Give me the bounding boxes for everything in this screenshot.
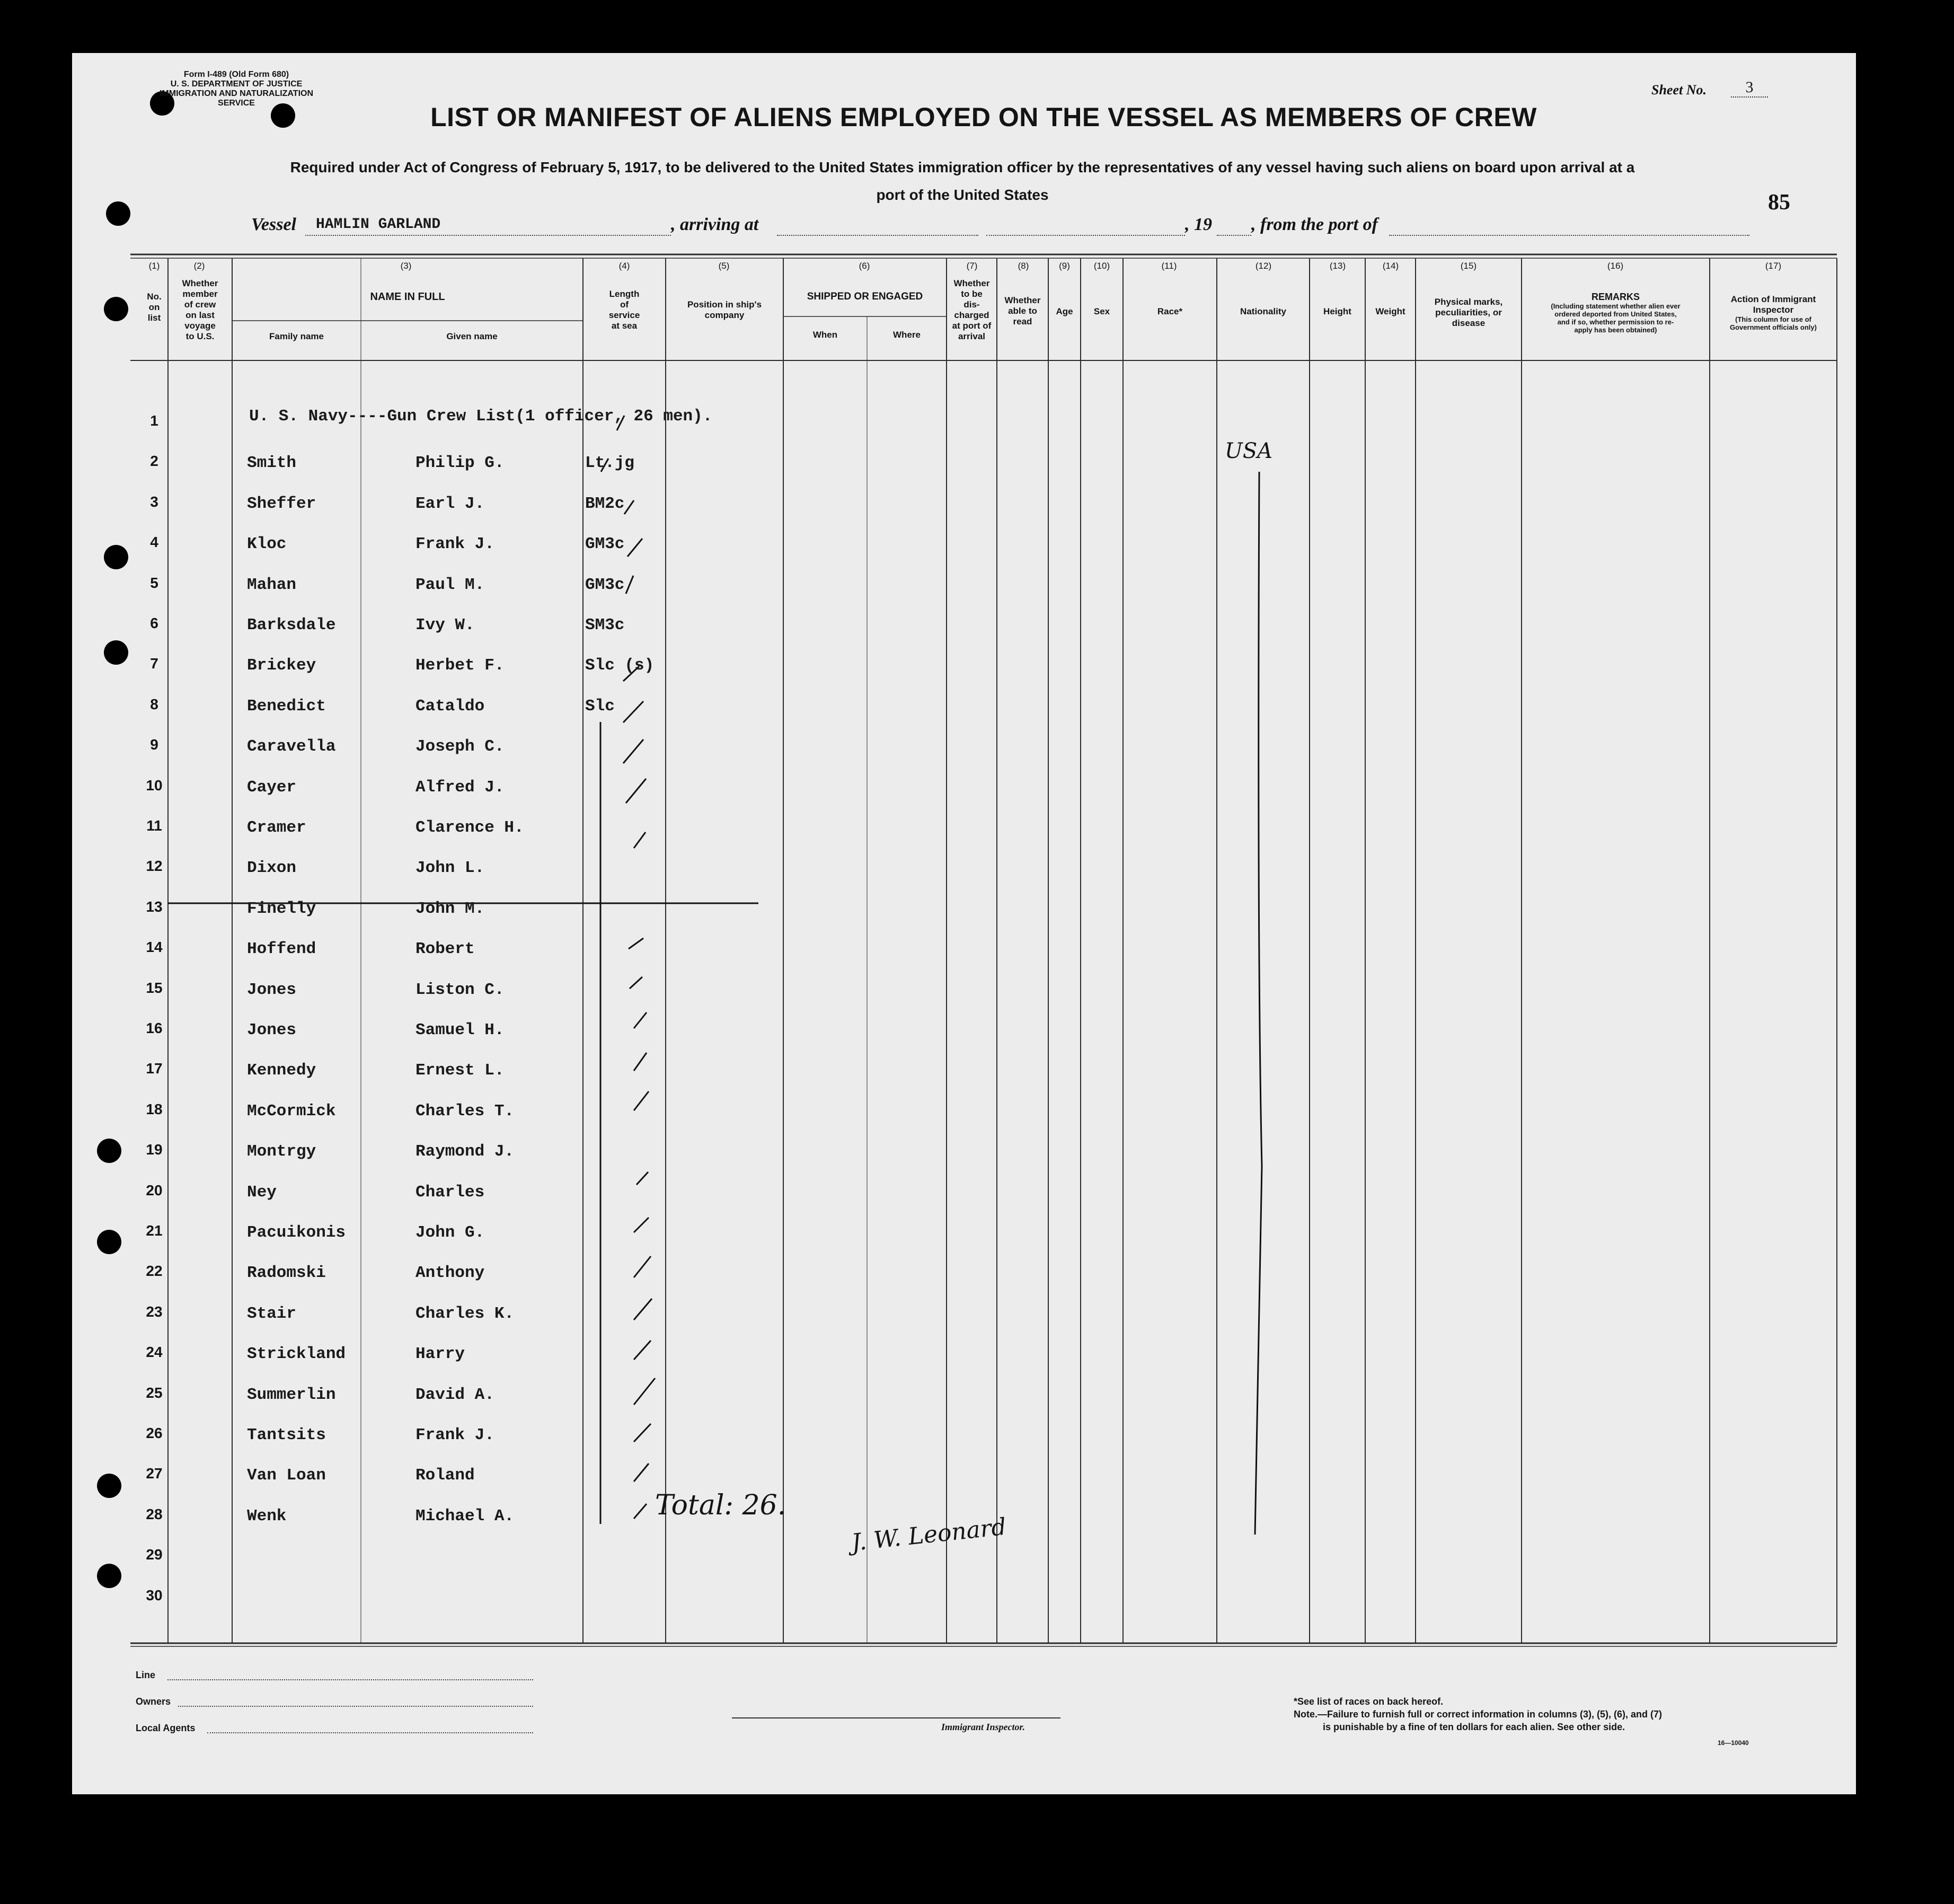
inspector-signature: J. W. Leonard <box>850 1513 1008 1557</box>
given-name: Cataldo <box>415 697 485 716</box>
given-name: Charles <box>415 1183 485 1202</box>
given-name: Anthony <box>415 1264 485 1283</box>
column-number: (6) <box>859 261 870 271</box>
given-name: Ivy W. <box>415 616 475 634</box>
family-name: Van Loan <box>247 1466 326 1485</box>
header-col-7: Whether to be dis- charged at port of arrival <box>952 278 992 341</box>
family-name: Hoffend <box>247 940 316 959</box>
family-name: Pacuikonis <box>247 1223 346 1242</box>
row-number: 14 <box>146 939 163 956</box>
header-given-name: Given name <box>446 331 498 341</box>
local-agents-fill <box>207 1732 533 1733</box>
penalty-note: Note.—Failure to furnish full or correct information in columns (3), (5), (6), and (7) <box>1294 1709 1663 1720</box>
header-col-4: Length of service at sea <box>608 289 640 331</box>
subtitle-line: Required under Act of Congress of February 5, 1917, to be delivered to the United States immigration officer by the representatives of any vessel having such aliens on board upon arrival at a <box>290 159 1635 175</box>
given-name: Alfred J. <box>415 778 505 797</box>
rank-or-service: SM3c <box>585 616 625 634</box>
family-name: Sheffer <box>247 494 316 513</box>
rank-or-service: GM3c <box>585 535 625 554</box>
family-name: Cramer <box>247 818 306 837</box>
inspector-label: Immigrant Inspector. <box>941 1722 1025 1732</box>
header-weight: Weight <box>1375 306 1405 316</box>
nationality-handwriting: USA <box>1225 439 1272 463</box>
header-when: When <box>812 330 838 340</box>
form-id-line: Form I-489 (Old Form 680) <box>183 70 289 79</box>
column-number: (4) <box>618 261 630 271</box>
given-name: Herbet F. <box>415 656 505 675</box>
owners-label: Owners <box>136 1696 171 1707</box>
header-col-8: Whether able to read <box>1004 295 1041 327</box>
column-number: (13) <box>1329 261 1346 271</box>
family-name: Cayer <box>247 778 297 797</box>
family-name: Ney <box>247 1183 277 1202</box>
row-number: 30 <box>146 1586 163 1603</box>
given-name: Roland <box>415 1466 475 1485</box>
print-code: 16—10040 <box>1718 1739 1749 1747</box>
family-name: Smith <box>247 454 297 473</box>
line-fill <box>167 1679 533 1680</box>
given-name: Clarence H. <box>415 818 524 837</box>
header-where: Where <box>893 330 921 340</box>
family-name: Jones <box>247 1021 297 1039</box>
family-name: McCormick <box>247 1101 336 1121</box>
row-number: 1 <box>150 412 158 429</box>
family-name: Caravella <box>247 737 336 756</box>
rank-or-service: Slc (s) <box>585 656 655 675</box>
row-number: 27 <box>146 1465 163 1482</box>
given-name: Philip G. <box>415 454 505 473</box>
inspector-signature-line <box>732 1717 1060 1718</box>
column-number: (15) <box>1460 261 1477 271</box>
column-number: (17) <box>1765 261 1782 271</box>
row-number: 2 <box>150 453 158 470</box>
family-name: Finelly <box>247 899 316 918</box>
given-name: Charles T. <box>415 1101 515 1121</box>
row-number: 16 <box>146 1020 163 1036</box>
row-number: 17 <box>146 1060 163 1077</box>
row-number: 8 <box>150 695 158 712</box>
family-name: Benedict <box>247 697 326 716</box>
row-number: 12 <box>146 858 163 875</box>
row-number: 24 <box>146 1344 163 1361</box>
row-number: 10 <box>146 777 163 794</box>
column-number: (7) <box>966 261 978 271</box>
manifest-sheet <box>72 53 1856 1794</box>
column-number: (8) <box>1018 261 1029 271</box>
rank-or-service: Lt.jg <box>585 454 635 473</box>
row-number: 26 <box>146 1425 163 1441</box>
column-number: (16) <box>1607 261 1624 271</box>
column-number: (2) <box>193 261 205 271</box>
given-name: Harry <box>415 1345 465 1364</box>
row-number: 6 <box>150 615 158 631</box>
row-number: 3 <box>150 493 158 510</box>
family-name: Summerlin <box>247 1385 336 1404</box>
page-title: LIST OR MANIFEST OF ALIENS EMPLOYED ON THE VESSEL AS MEMBERS OF CREW <box>430 102 1537 132</box>
row-number: 20 <box>146 1182 163 1198</box>
row-number: 11 <box>146 817 162 834</box>
column-number: (5) <box>718 261 730 271</box>
vessel-name: HAMLIN GARLAND <box>316 216 441 233</box>
subtitle-line: port of the United States <box>876 187 1049 203</box>
header-race: Race* <box>1157 306 1183 316</box>
row-number: 13 <box>146 898 163 915</box>
given-name: John L. <box>415 859 485 878</box>
given-name: Charles K. <box>415 1304 515 1323</box>
given-name: John M. <box>415 899 485 918</box>
sheet-number-value: 3 <box>1731 78 1768 98</box>
column-number: (1) <box>148 261 160 271</box>
header-sex: Sex <box>1093 306 1110 316</box>
row-number: 23 <box>146 1303 163 1320</box>
header-nationality: Nationality <box>1240 306 1286 316</box>
row-number: 7 <box>150 655 158 672</box>
form-id-line: U. S. DEPARTMENT OF JUSTICE <box>170 80 303 89</box>
row-number: 22 <box>146 1263 163 1280</box>
given-name: Liston C. <box>415 980 505 999</box>
row-number: 4 <box>150 534 158 551</box>
penalty-note-continued: is punishable by a fine of ten dollars for each alien. See other side. <box>1323 1722 1625 1732</box>
column-number: (10) <box>1093 261 1110 271</box>
row-number: 25 <box>146 1384 163 1401</box>
row-number: 29 <box>146 1546 163 1563</box>
given-name: Paul M. <box>415 575 485 594</box>
family-name: Strickland <box>247 1345 346 1364</box>
header-physical-marks: Physical marks, peculiarities, or disease <box>1434 297 1503 328</box>
column-number: (3) <box>400 261 412 271</box>
header-family-name: Family name <box>269 331 324 341</box>
header-remarks: REMARKS (Including statement whether alien ever ordered deported from United States, and if so, whether permission to re- apply has been obtained) <box>1551 292 1681 334</box>
rank-or-service: GM3c <box>585 575 625 594</box>
header-name-in-full: NAME IN FULL <box>370 291 445 303</box>
row-number: 9 <box>150 736 158 753</box>
column-number: (12) <box>1255 261 1272 271</box>
owners-fill <box>178 1706 533 1707</box>
given-name: David A. <box>415 1385 494 1404</box>
arriving-label: , arriving at <box>671 215 759 234</box>
family-name: Kennedy <box>247 1061 316 1080</box>
from-port-label: , from the port of <box>1251 215 1378 234</box>
family-name: Wenk <box>247 1506 287 1526</box>
given-name: Samuel H. <box>415 1021 505 1039</box>
family-name: Mahan <box>247 575 297 594</box>
family-name: Kloc <box>247 535 287 554</box>
given-name: John G. <box>415 1223 485 1242</box>
crew-list-heading: U. S. Navy----Gun Crew List(1 officer, 26 men). <box>249 407 713 426</box>
given-name: Ernest L. <box>415 1061 505 1080</box>
row-number: 28 <box>146 1505 163 1522</box>
header-shipped-engaged: SHIPPED OR ENGAGED <box>807 291 923 302</box>
header-col-5: Position in ship's company <box>687 299 762 320</box>
total-handwriting: Total: 26. <box>655 1489 786 1521</box>
row-number: 18 <box>146 1100 163 1117</box>
column-number: (9) <box>1059 261 1070 271</box>
form-id-line: IMMIGRATION AND NATURALIZATION SERVICE <box>159 89 314 108</box>
header-inspector-action: Action of Immigrant Inspector (This column for use of Government officials only) <box>1730 294 1817 331</box>
row-number: 15 <box>146 979 163 996</box>
family-name: Radomski <box>247 1264 326 1283</box>
family-name: Jones <box>247 980 297 999</box>
vessel-label: Vessel <box>251 215 296 234</box>
year-label: , 19 <box>1185 215 1212 234</box>
line-label: Line <box>136 1670 156 1680</box>
family-name: Barksdale <box>247 616 336 634</box>
family-name: Dixon <box>247 859 297 878</box>
given-name: Joseph C. <box>415 737 505 756</box>
given-name: Robert <box>415 940 475 959</box>
rank-or-service: BM2c <box>585 494 625 513</box>
family-name: Montrgy <box>247 1142 316 1161</box>
page-number: 85 <box>1768 190 1790 215</box>
rank-or-service: Slc <box>585 697 615 716</box>
local-agents-label: Local Agents <box>136 1723 196 1733</box>
column-number: (14) <box>1382 261 1399 271</box>
row-number: 19 <box>146 1141 163 1158</box>
header-col-2: Whether member of crew on last voyage to U.S. <box>182 278 218 341</box>
column-number: (11) <box>1161 261 1177 271</box>
sheet-number-label: Sheet No. <box>1651 82 1707 98</box>
family-name: Stair <box>247 1304 297 1323</box>
given-name: Earl J. <box>415 494 485 513</box>
header-height: Height <box>1323 306 1351 316</box>
header-col-1: No. on list <box>147 292 162 323</box>
given-name: Frank J. <box>415 535 494 554</box>
header-age: Age <box>1056 306 1073 316</box>
family-name: Tantsits <box>247 1426 326 1444</box>
row-number: 21 <box>146 1222 163 1239</box>
row-number: 5 <box>150 574 158 591</box>
given-name: Raymond J. <box>415 1142 515 1161</box>
races-note: *See list of races on back hereof. <box>1294 1696 1444 1707</box>
given-name: Michael A. <box>415 1506 515 1526</box>
family-name: Brickey <box>247 656 316 675</box>
given-name: Frank J. <box>415 1426 494 1444</box>
